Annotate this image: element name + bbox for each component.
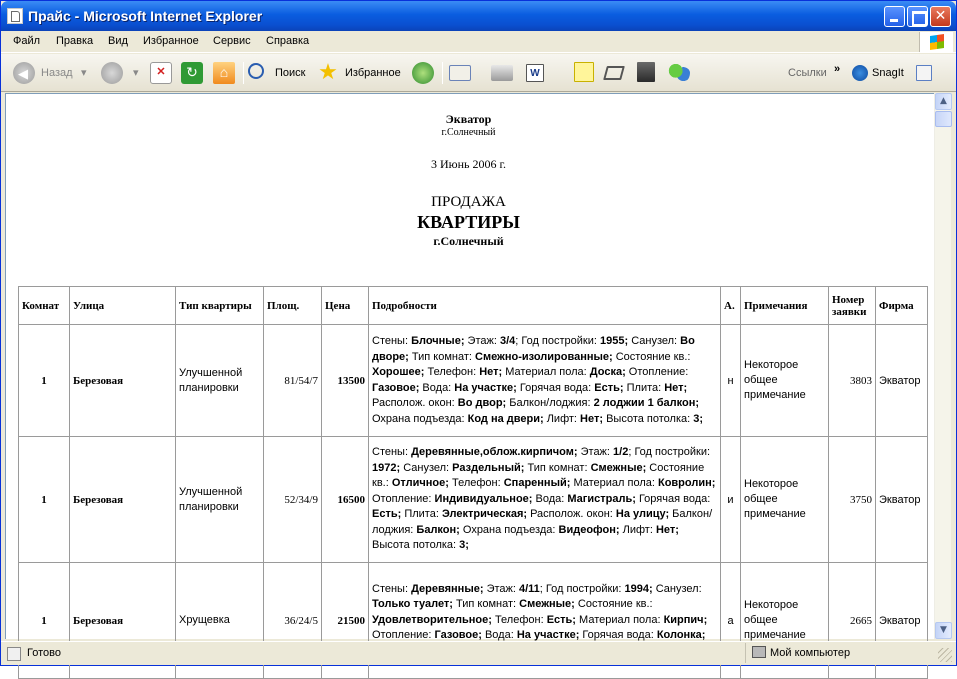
detail-value: Блочные; bbox=[411, 335, 465, 347]
type-cell: Хрущевка bbox=[176, 563, 264, 679]
menu-help[interactable]: Справка bbox=[266, 35, 310, 47]
price-cell: 13500 bbox=[322, 325, 369, 437]
firm-cell: Экватор bbox=[876, 563, 928, 679]
detail-value: Магистраль; bbox=[567, 492, 636, 505]
location-heading: г.Солнечный bbox=[433, 234, 504, 248]
street-cell: Березовая bbox=[70, 437, 176, 563]
rooms-cell: 1 bbox=[19, 325, 70, 437]
col-rooms: Комнат bbox=[19, 287, 70, 325]
forward-button[interactable] bbox=[101, 60, 129, 86]
search-button[interactable] bbox=[248, 60, 308, 86]
detail-value: Во двор; bbox=[457, 397, 507, 409]
home-icon: ⌂ bbox=[213, 62, 235, 84]
area-cell: 52/34/9 bbox=[264, 437, 322, 563]
status-text: Готово bbox=[27, 647, 61, 659]
detail-value: Индивидуальное; bbox=[434, 492, 533, 505]
forward-dropdown-arrow[interactable]: ▾ bbox=[133, 67, 139, 79]
menu-favorites[interactable]: Избранное bbox=[143, 35, 199, 47]
col-notes: Примечания bbox=[741, 287, 829, 325]
price-cell: 16500 bbox=[322, 437, 369, 563]
printer-icon bbox=[491, 65, 513, 81]
firm-cell: Экватор bbox=[876, 437, 928, 563]
col-details: Подробности bbox=[369, 287, 721, 325]
word-icon: W bbox=[526, 64, 544, 82]
mail-icon bbox=[449, 65, 471, 81]
a-cell: и bbox=[721, 437, 741, 563]
detail-value: Доска; bbox=[589, 366, 626, 378]
detail-value: Удовлетворительное; bbox=[372, 613, 492, 626]
listings-table bbox=[18, 286, 928, 679]
col-street: Улица bbox=[70, 287, 176, 325]
mail-button[interactable] bbox=[449, 60, 485, 86]
research-icon bbox=[603, 66, 625, 80]
area-cell: 36/24/5 bbox=[264, 563, 322, 679]
favorites-button[interactable] bbox=[317, 60, 403, 86]
zone-text: Мой компьютер bbox=[770, 647, 851, 659]
detail-value: Деревянные,облож.кирпичом; bbox=[411, 446, 578, 459]
scroll-up-button[interactable]: ▲ bbox=[935, 93, 952, 110]
research-button[interactable] bbox=[605, 60, 627, 86]
page-viewport[interactable] bbox=[5, 93, 934, 642]
table-header-row bbox=[19, 287, 928, 325]
status-bar bbox=[1, 641, 956, 665]
detail-value: Отличное; bbox=[391, 477, 449, 490]
detail-value: Только туалет; bbox=[372, 598, 453, 611]
snagit-options-button[interactable] bbox=[916, 60, 934, 86]
deal-type-heading: ПРОДАЖА bbox=[431, 194, 506, 210]
detail-value: Смежные; bbox=[590, 461, 647, 474]
detail-value: Нет; bbox=[479, 366, 503, 378]
history-icon bbox=[412, 62, 434, 84]
property-category-heading: КВАРТИРЫ bbox=[417, 212, 520, 232]
windows-flag-icon bbox=[919, 32, 953, 52]
home-button[interactable] bbox=[213, 60, 239, 86]
resize-grip[interactable] bbox=[938, 648, 952, 662]
detail-value: 3; bbox=[693, 412, 704, 425]
detail-value: Смежно-изолированные; bbox=[475, 350, 613, 363]
area-cell: 81/54/7 bbox=[264, 325, 322, 437]
col-request-number: Номер заявки bbox=[829, 287, 876, 325]
star-icon: ★ bbox=[318, 59, 338, 84]
detail-value: Спаренный; bbox=[503, 477, 571, 490]
stop-icon: ✕ bbox=[150, 62, 172, 84]
col-type: Тип квартиры bbox=[176, 287, 264, 325]
window-title: Прайс - Microsoft Internet Explorer bbox=[28, 8, 263, 24]
detail-value: 4/11 bbox=[518, 582, 540, 595]
col-area: Площ. bbox=[264, 287, 322, 325]
refresh-icon: ↻ bbox=[181, 62, 203, 84]
menu-bar bbox=[1, 31, 956, 53]
detail-value: На участке; bbox=[454, 381, 517, 394]
scroll-thumb[interactable] bbox=[935, 111, 952, 127]
search-label: Поиск bbox=[275, 67, 306, 79]
detail-value: Нет; bbox=[664, 381, 688, 394]
detail-value: Электрическая; bbox=[441, 508, 528, 521]
detail-value: 1955; bbox=[600, 335, 629, 347]
snagit-label: SnagIt bbox=[872, 67, 904, 79]
toolbar-separator bbox=[243, 62, 244, 84]
snagit-options-icon bbox=[916, 65, 932, 81]
links-label[interactable]: Ссылки bbox=[788, 67, 827, 79]
detail-value: 1/2 bbox=[613, 446, 629, 459]
back-dropdown-arrow[interactable]: ▾ bbox=[81, 67, 87, 79]
security-zone bbox=[745, 643, 935, 663]
rooms-cell: 1 bbox=[19, 437, 70, 563]
snagit-icon bbox=[852, 65, 868, 81]
messenger-button[interactable] bbox=[668, 60, 692, 86]
back-arrow-icon: ◀ bbox=[13, 62, 35, 84]
details-cell: Стены: Деревянные,облож.кирпичом; Этаж: 1/2; Год постройки: 1972; Санузел: Раздельный; Тип комнат: Смежные; Состояние кв.: Отличное; Телефон: Спаренный; Материал пола: Ковролин; Отопление: Индивидуальное; Вода: Магистраль; Горячая вода: Есть; Плита: Электрическая; Располож. окон: На улицу; Балкон/лоджия: Балкон; Охрана подъезда: Видеофон; Лифт: Нет; Высота потолка: 3; bbox=[369, 437, 721, 563]
a-cell: н bbox=[721, 325, 741, 437]
col-firm: Фирма bbox=[876, 287, 928, 325]
firm-cell: Экватор bbox=[876, 325, 928, 437]
standard-toolbar bbox=[1, 54, 956, 92]
messenger-icon bbox=[668, 62, 690, 84]
detail-value: Нет; bbox=[655, 523, 679, 536]
street-cell: Березовая bbox=[70, 325, 176, 437]
detail-value: 1994; bbox=[624, 582, 653, 595]
note-cell: Некоторое общее примечание bbox=[741, 437, 829, 563]
type-cell: Улучшенной планировки bbox=[176, 437, 264, 563]
scroll-down-button[interactable]: ▼ bbox=[935, 622, 952, 639]
close-button[interactable] bbox=[930, 6, 951, 27]
a-cell: а bbox=[721, 563, 741, 679]
table-row bbox=[19, 325, 928, 437]
archive-icon bbox=[637, 62, 655, 82]
detail-value: Раздельный; bbox=[452, 461, 525, 474]
details-cell: Стены: Блочные; Этаж: 3/4; Год постройки: 1955; Санузел: Во дворе; Тип комнат: Смежно-изолированные; Состояние кв.: Хорошее; Телефон: Нет; Материал пола: Доска; Отопление: Газовое; Вода: На участке; Горячая вода: Есть; Плита: Нет; Располож. окон: Во двор; Балкон/лоджия: 2 лоджии 1 балкон; Охрана подъезда: Код на двери; Лифт: Нет; Высота потолка: 3; bbox=[369, 325, 721, 437]
detail-value: Кирпич; bbox=[663, 613, 708, 626]
note-cell: Некоторое общее примечание bbox=[741, 563, 829, 679]
print-button[interactable] bbox=[491, 60, 515, 86]
computer-icon bbox=[752, 646, 766, 658]
menu-edit[interactable]: Правка bbox=[56, 35, 94, 47]
menu-view[interactable]: Вид bbox=[108, 35, 128, 47]
detail-value: Нет; bbox=[580, 412, 604, 425]
detail-value: 3; bbox=[459, 539, 469, 552]
back-label: Назад bbox=[41, 67, 73, 79]
detail-value: Видеофон; bbox=[558, 523, 620, 536]
search-icon bbox=[248, 63, 264, 79]
title-bar[interactable] bbox=[1, 1, 956, 31]
price-cell: 21500 bbox=[322, 563, 369, 679]
col-a: А. bbox=[721, 287, 741, 325]
type-cell: Улучшенной планировки bbox=[176, 325, 264, 437]
document-date: 3 Июнь 2006 г. bbox=[430, 157, 507, 171]
detail-value: Есть; bbox=[546, 613, 576, 626]
request-number-cell: 3803 bbox=[829, 325, 876, 437]
detail-value: Хорошее; bbox=[372, 366, 425, 378]
detail-value: Балкон; bbox=[416, 523, 460, 536]
col-price: Цена bbox=[322, 287, 369, 325]
discuss-button[interactable] bbox=[574, 60, 596, 86]
detail-value: На участке; bbox=[516, 629, 580, 642]
detail-value: Есть; bbox=[594, 381, 624, 394]
detail-value: Колонка; bbox=[656, 629, 706, 642]
request-number-cell: 2665 bbox=[829, 563, 876, 679]
history-button[interactable] bbox=[412, 60, 436, 86]
vertical-scrollbar[interactable] bbox=[934, 93, 951, 639]
detail-value: Есть; bbox=[372, 508, 402, 521]
menu-tools[interactable]: Сервис bbox=[213, 35, 251, 47]
detail-value: Смежные; bbox=[519, 598, 575, 611]
page-status-icon bbox=[7, 647, 21, 661]
ie-page-icon bbox=[7, 8, 23, 24]
minimize-button[interactable] bbox=[884, 6, 905, 27]
detail-value: Во дворе; bbox=[372, 335, 695, 363]
details-cell: Стены: Деревянные; Этаж: 4/11; Год постройки: 1994; Санузел: Только туалет; Тип комнат: Смежные; Состояние кв.: Удовлетворительное; Телефон: Есть; Материал пола: Кирпич; Отопление: Газовое; Вода: На участке; Горячая вода: Колонка; bbox=[369, 563, 721, 679]
detail-value: Код на двери; bbox=[467, 412, 544, 425]
links-chevron[interactable]: » bbox=[834, 63, 841, 75]
table-row bbox=[19, 437, 928, 563]
forward-arrow-icon bbox=[101, 62, 123, 84]
note-cell: Некоторое общее примечание bbox=[741, 325, 829, 437]
refresh-button[interactable] bbox=[181, 60, 203, 86]
detail-value: На улицу; bbox=[615, 508, 670, 521]
detail-value: Деревянные; bbox=[411, 582, 484, 595]
request-number-cell: 3750 bbox=[829, 437, 876, 563]
detail-value: Газовое; bbox=[434, 629, 482, 642]
detail-value: 2 лоджии 1 балкон; bbox=[593, 397, 700, 409]
favorites-label: Избранное bbox=[345, 67, 401, 79]
menu-file[interactable]: Файл bbox=[13, 35, 41, 47]
detail-value: 3/4 bbox=[499, 335, 516, 347]
edit-button[interactable] bbox=[526, 60, 562, 86]
snagit-button[interactable] bbox=[852, 60, 912, 86]
maximize-button[interactable] bbox=[907, 6, 928, 27]
detail-value: Газовое; bbox=[372, 381, 420, 394]
detail-value: 1972; bbox=[372, 461, 401, 474]
organization-name: Экватор bbox=[445, 112, 492, 126]
organization-city: г.Солнечный bbox=[441, 127, 496, 138]
rooms-cell: 1 bbox=[19, 563, 70, 679]
toolbar-extra-button[interactable] bbox=[637, 60, 659, 86]
sticky-note-icon bbox=[574, 62, 594, 82]
street-cell: Березовая bbox=[70, 563, 176, 679]
detail-value: Ковролин; bbox=[657, 477, 716, 490]
stop-button[interactable] bbox=[150, 60, 172, 86]
toolbar-separator bbox=[442, 62, 443, 84]
